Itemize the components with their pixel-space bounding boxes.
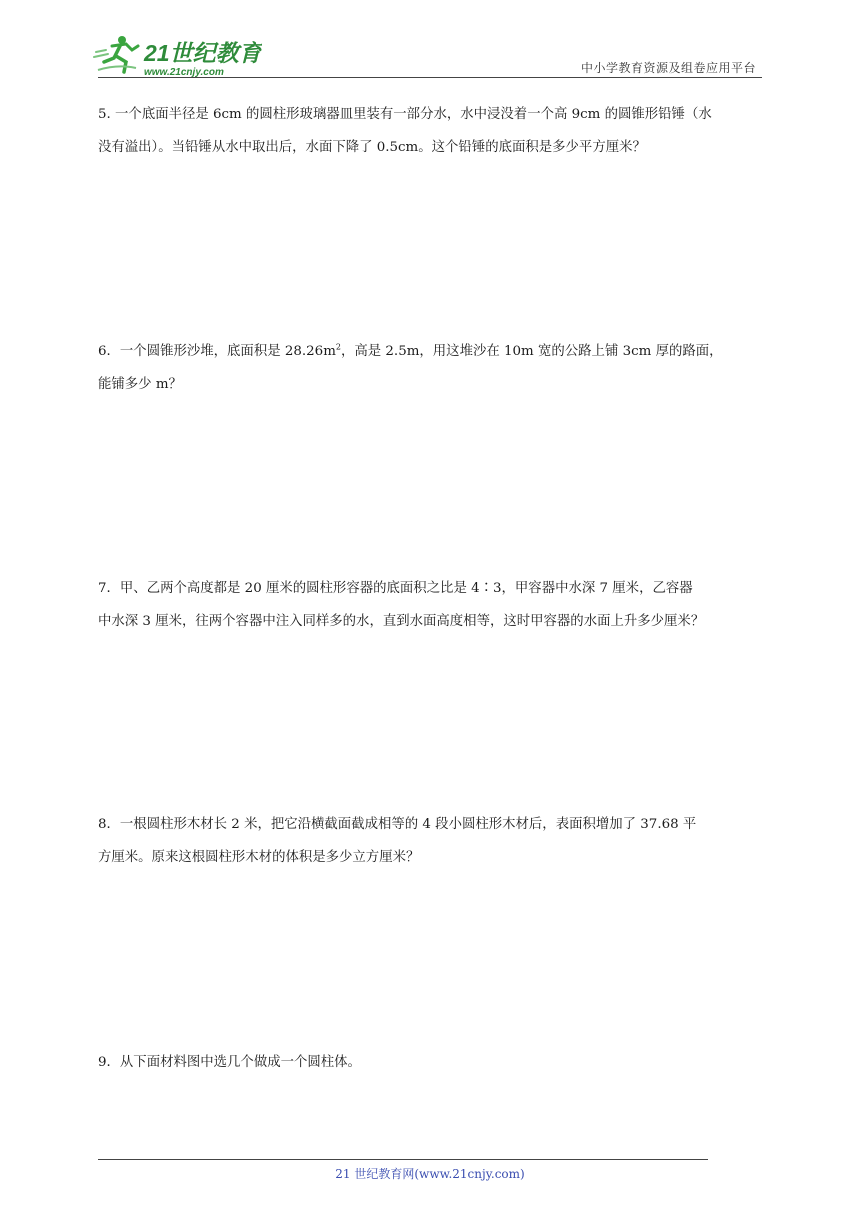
problem-6 [98,335,764,401]
runner-logo-icon [92,34,262,78]
problem-8-line-2: 方厘米。原来这根圆柱形木材的体积是多少立方厘米？ [98,850,420,865]
problem-8-line-1: 8．一根圆柱形木材长 2 米，把它沿横截面截成相等的 4 段小圆柱形木材后，表面积增加了 37.68 平 [98,817,697,832]
problem-9-line-1: 9．从下面材料图中选几个做成一个圆柱体。 [98,1055,361,1070]
problem-7-line-2: 中水深 3 厘米，往两个容器中注入同样多的水，直到水面高度相等，这时甲容器的水面上升多少厘米？ [98,614,705,629]
superscript-2: 2 [335,342,341,352]
logo-text: 21世纪教育 [144,40,262,66]
page-header [0,0,860,80]
problem-7-line-1: 7．甲、乙两个高度都是 20 厘米的圆柱形容器的底面积之比是 4∶3，甲容器中水深 7 厘米，乙容器 [98,581,693,596]
problem-6-line-2: 能铺多少 m？ [98,377,182,392]
problem-9 [98,1046,764,1079]
logo-url-text: www.21cnjy.com [144,67,224,78]
problem-5 [98,98,764,164]
page-footer[interactable]: 21 世纪教育网(www.21cnjy.com) [335,1167,525,1181]
problem-5-line-1: 5. 一个底面半径是 6cm 的圆柱形玻璃器皿里装有一部分水，水中浸没着一个高 9cm 的圆锥形铅锤（水 [98,107,712,122]
problem-5-line-2: 没有溢出）。当铅锤从水中取出后，水面下降了 0.5cm。这个铅锤的底面积是多少平方厘米？ [98,140,646,155]
footer-divider [98,1159,708,1160]
problem-8 [98,808,764,874]
problem-7 [98,572,764,638]
site-logo[interactable] [92,34,262,78]
problem-6-line-1 [98,335,764,368]
header-divider [98,77,762,78]
problem-6-line-1-b: ，高是 2.5m，用这堆沙在 10m 宽的公路上铺 3cm 厚的路面， [340,344,723,359]
problem-6-line-1-a: 6．一个圆锥形沙堆，底面积是 28.26m [98,344,336,359]
platform-title: 中小学教育资源及组卷应用平台 [580,61,756,75]
